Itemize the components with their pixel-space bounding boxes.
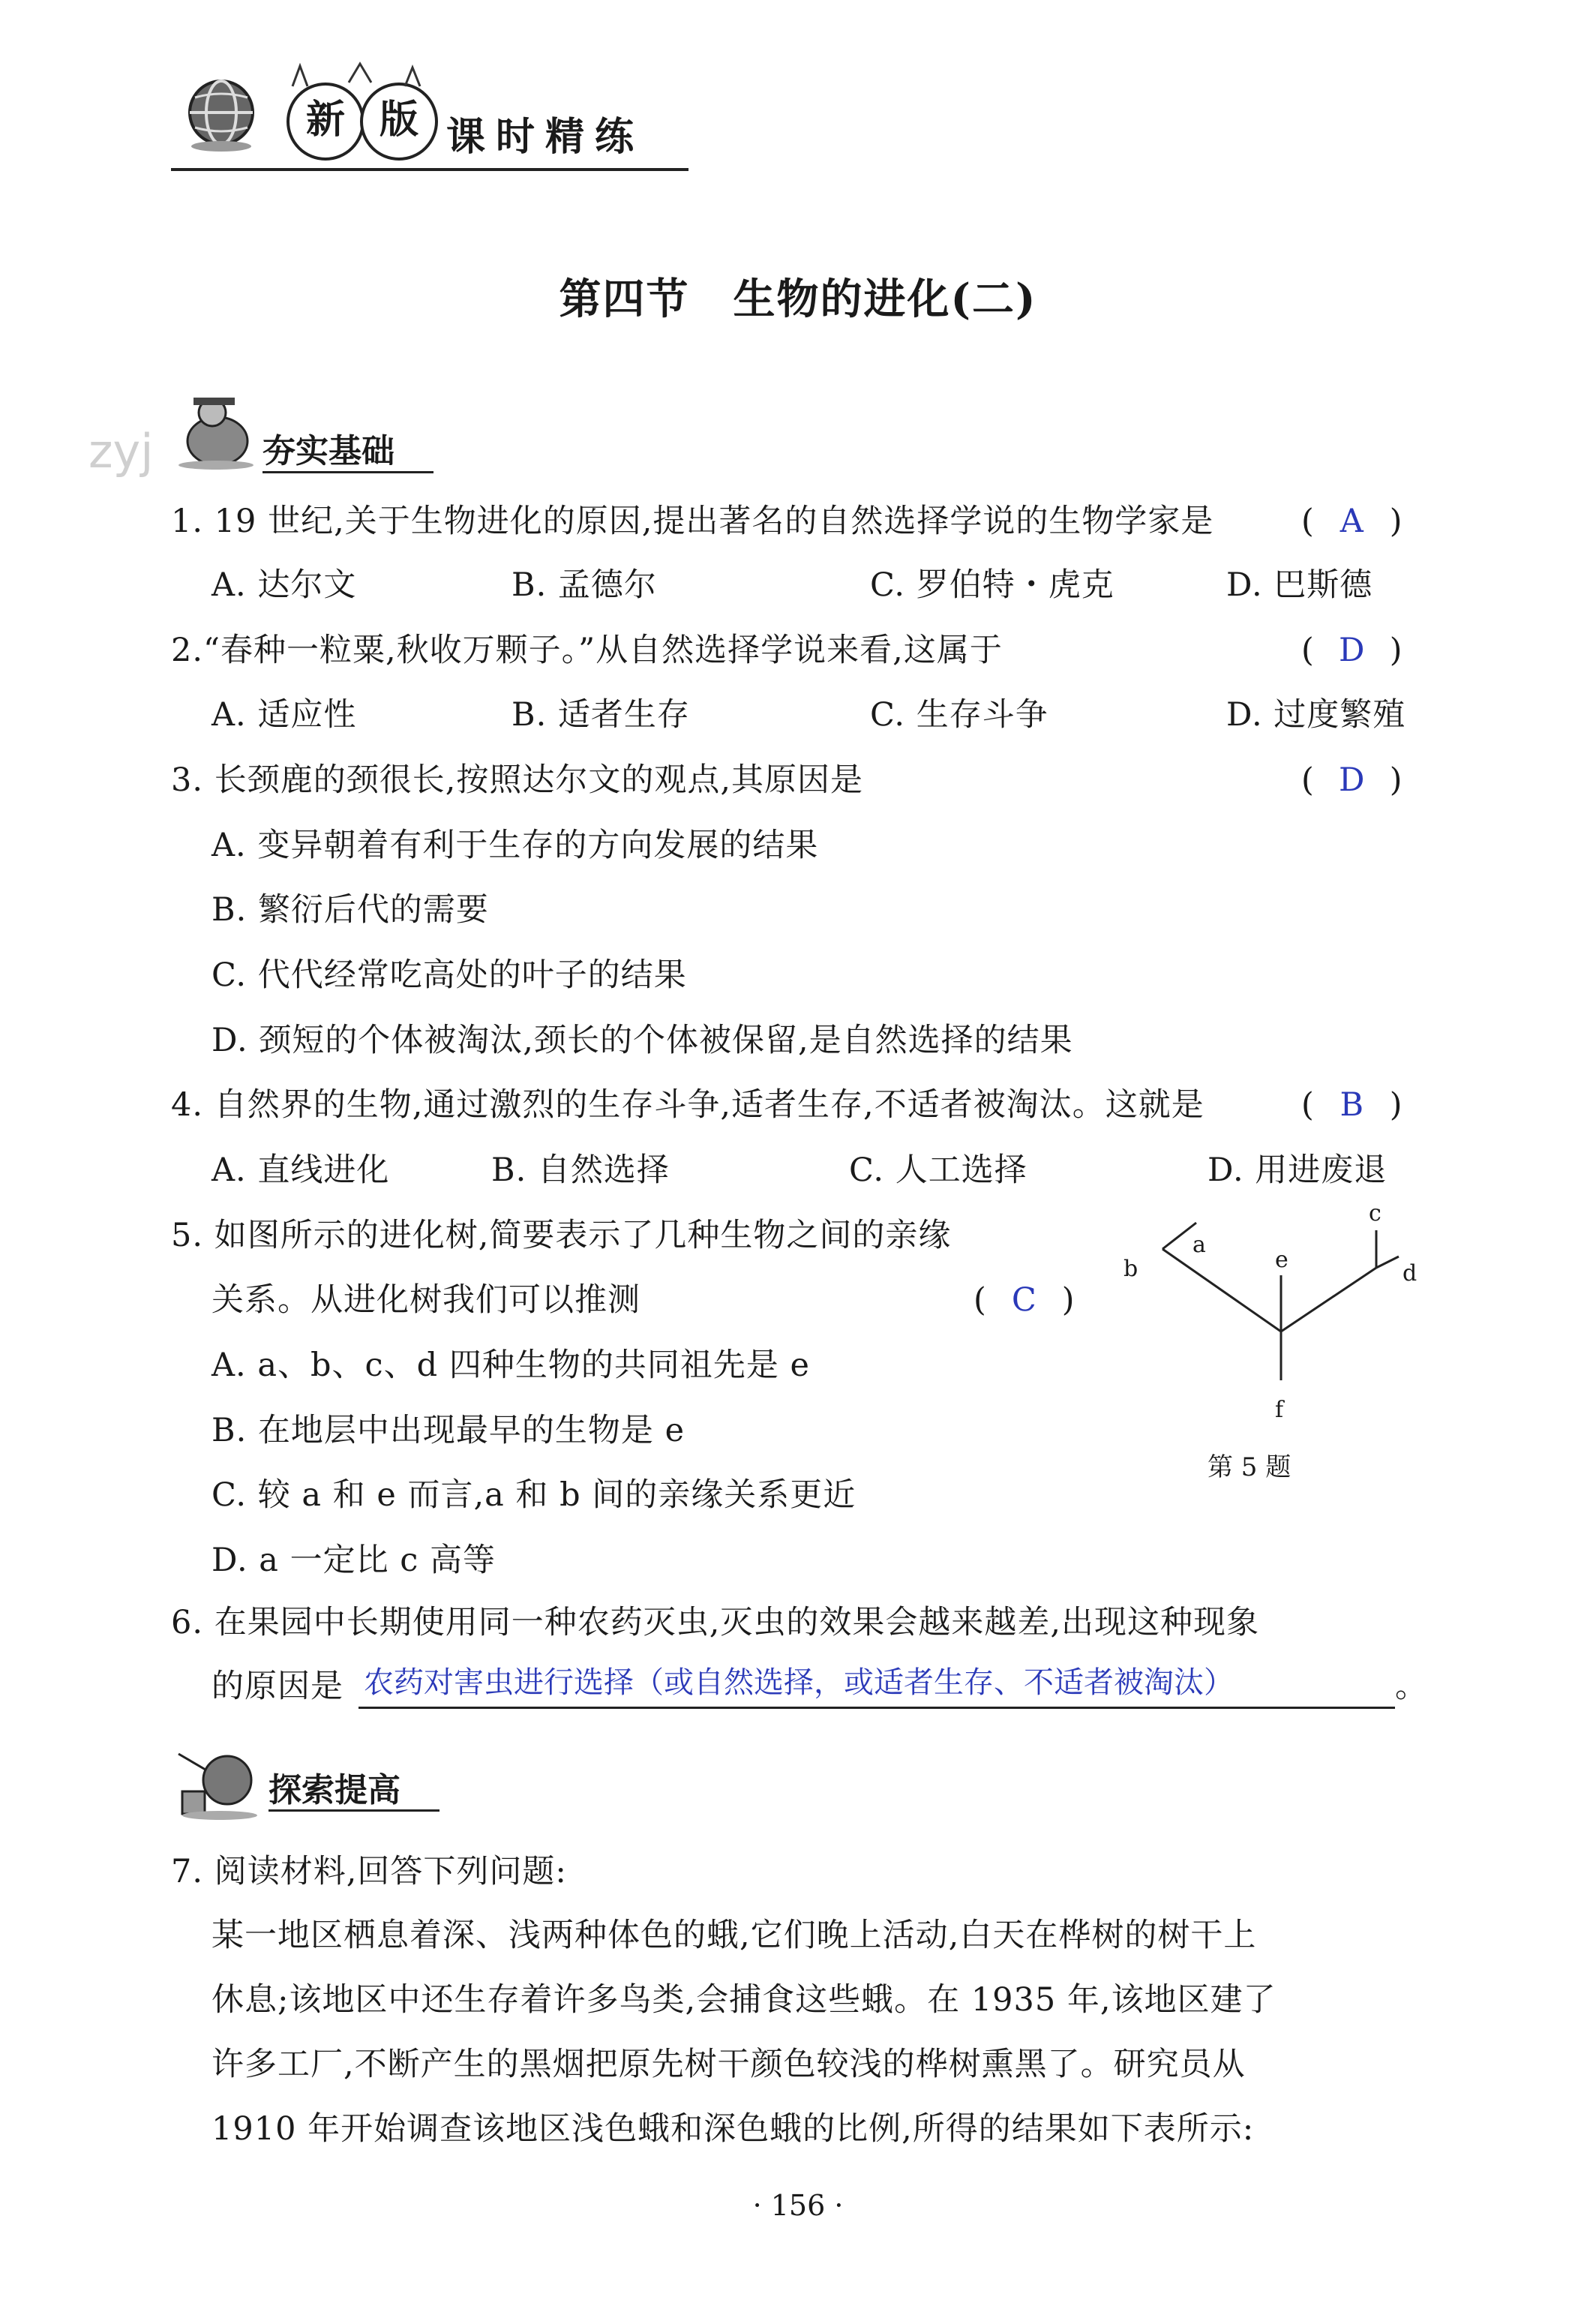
q7-paragraph-line2: 休息;该地区中还生存着许多鸟类,会捕食这些蛾。在 1935 年,该地区建了 [212,1981,1276,2019]
q4-answer-paren: ( B ) [1301,1082,1403,1127]
q6-stem-line1: 6. 在果园中长期使用同一种农药灭虫,灭虫的效果会越来越差,出现这种现象 [171,1604,1260,1641]
q6-stem-line2-prefix: 的原因是 [212,1668,344,1705]
q6-end: 。 [1395,1668,1428,1705]
q2-option-b: B. 适者生存 [512,696,690,734]
q5-answer: C [1011,1281,1037,1319]
q4-stem: 4. 自然界的生物,通过激烈的生存斗争,适者生存,不适者被淘汰。这就是 [171,1086,1204,1124]
q1-option-d: D. 巴斯德 [1226,566,1373,604]
q3-answer-paren: ( D ) [1301,758,1403,803]
q3-answer: D [1339,761,1366,799]
q2-stem: 2.“春种一粒粟,秋收万颗子。”从自然选择学说来看,这属于 [171,632,1003,669]
q7-paragraph-line1: 某一地区栖息着深、浅两种体色的蛾,它们晚上活动,白天在桦树的树干上 [212,1917,1257,1954]
header-badge-edition: 版 [360,83,438,161]
q5-option-c: C. 较 a 和 e 而言,a 和 b 间的亲缘关系更近 [212,1476,856,1514]
q2-option-d: D. 过度繁殖 [1226,696,1406,734]
q2-option-c: C. 生存斗争 [870,696,1048,734]
q5-stem-line2: 关系。从进化树我们可以推测 [212,1281,640,1319]
q3-option-d: D. 颈短的个体被淘汰,颈长的个体被保留,是自然选择的结果 [212,1022,1073,1059]
section1-heading: 夯实基础 [262,432,394,470]
q5-option-d: D. a 一定比 c 高等 [212,1542,496,1579]
globe-logo-icon [180,71,262,154]
q1-option-c: C. 罗伯特・虎克 [870,566,1114,604]
tree-label-e: e [1275,1247,1288,1273]
q1-option-b: B. 孟德尔 [512,566,657,604]
q2-option-a: A. 适应性 [212,696,357,734]
tree-label-b: b [1124,1256,1138,1282]
q5-option-a: A. a、b、c、d 四种生物的共同祖先是 e [212,1347,810,1384]
header-rule [171,168,688,171]
header-badge-new: 新 [286,83,364,161]
q2-answer: D [1339,632,1366,669]
page-number: · 156 · [752,2189,844,2222]
q6-answer: 农药对害虫进行选择（或自然选择，或适者生存、不适者被淘汰） [364,1665,1234,1700]
q5-answer-paren: ( C ) [974,1278,1076,1323]
tree-label-d: d [1402,1260,1418,1287]
section-title: 第四节 生物的进化(二) [559,275,1037,324]
q7-paragraph-line3: 许多工厂,不断产生的黑烟把原先树干颜色较浅的桦树熏黑了。研究员从 [212,2046,1246,2083]
q1-answer-paren: ( A ) [1301,499,1403,544]
q1-stem: 1. 19 世纪,关于生物进化的原因,提出著名的自然选择学说的生物学家是 [171,503,1214,540]
q3-option-a: A. 变异朝着有利于生存的方向发展的结果 [212,827,819,864]
q4-option-d: D. 用进废退 [1208,1151,1388,1189]
q4-answer: B [1340,1086,1365,1124]
q3-stem: 3. 长颈鹿的颈很长,按照达尔文的观点,其原因是 [171,761,864,799]
q7-stem: 7. 阅读材料,回答下列问题: [171,1853,567,1890]
tree-label-a: a [1192,1232,1206,1258]
section2-heading: 探索提高 [268,1771,400,1809]
q2-answer-paren: ( D ) [1301,628,1403,673]
q5-stem-line1: 5. 如图所示的进化树,简要表示了几种生物之间的亲缘 [171,1217,952,1254]
q4-option-b: B. 自然选择 [491,1151,670,1189]
q6-answer-line [358,1707,1395,1709]
q4-option-c: C. 人工选择 [849,1151,1028,1189]
header-decoration-icon [278,60,442,90]
q1-answer: A [1340,503,1364,540]
tree-label-f: f [1275,1397,1284,1423]
section2-rule [268,1809,440,1812]
tree-label-c: c [1369,1200,1382,1227]
brand-title: 课时精练 [446,115,645,160]
q7-paragraph-line4: 1910 年开始调查该地区浅色蛾和深色蛾的比例,所得的结果如下表所示: [212,2110,1255,2148]
q3-option-c: C. 代代经常吃高处的叶子的结果 [212,956,687,994]
tree-caption: 第 5 题 [1208,1452,1292,1482]
section1-mascot-icon [171,389,261,471]
watermark: zyj [88,424,154,479]
q4-option-a: A. 直线进化 [212,1151,390,1189]
q1-option-a: A. 达尔文 [212,566,357,604]
evolution-tree-diagram [1110,1200,1425,1433]
q5-option-b: B. 在地层中出现最早的生物是 e [212,1412,686,1449]
q3-option-b: B. 繁衍后代的需要 [212,891,489,929]
section1-rule [262,471,434,473]
section2-mascot-icon [171,1739,261,1821]
